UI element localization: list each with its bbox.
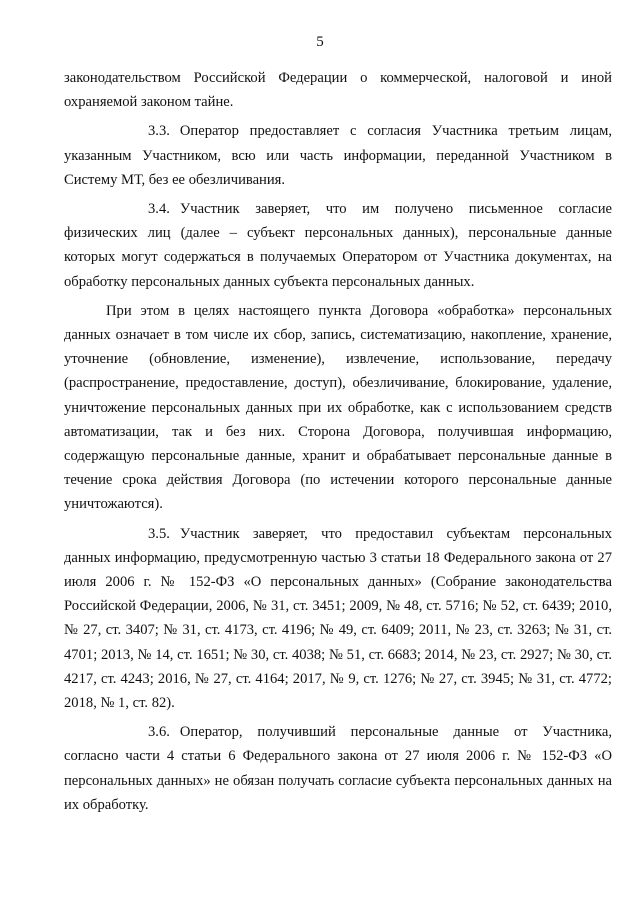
paragraph-3-3 [64,119,612,192]
page-number: 5 [316,34,324,50]
paragraph-number: 3.5. [148,525,170,542]
paragraph-text: При этом в целях настоящего пункта Договора «обработка» персональных данных означает в том числе их сбор, запись, систематизацию, накопление, хранение, уточнение (обновление, изменение), извлечение, использование, передачу (распространение, предоставление, доступ), обезличивание, блокирование, удаление, уничтожение персональных данных при их обработке, как с использованием средств автоматизации, так и без них. Сторона Договора, получившая информацию, содержащую персональные данные, хранит и обрабатывает персональные данные в течение срока действия Договора (по истечении которого персональные данные уничтожаются). [64,302,612,513]
paragraph-text: Участник заверяет, что предоставил субъектам персональных данных информацию, предусмотренную частью 3 статьи 18 Федерального закона от 27 июля 2006 г. № 152-ФЗ «О персональных данных» (Собрание законодательства Российской Федерации, 2006, № 31, ст. 3451; 2009, № 48, ст. 5716; № 52, ст. 6439; 2010, № 27, ст. 3407; № 31, ст. 4173, ст. 4196; № 49, ст. 6409; 2011, № 23, ст. 3263; № 31, ст. 4701; 2013, № 14, ст. 1651; № 30, ст. 4038; № 51, ст. 6683; 2014, № 23, ст. 2927; № 30, ст. 4217, ст. 4243; 2016, № 27, ст. 4164; 2017, № 9, ст. 1276; № 27, ст. 3945; № 31, ст. 4772; 2018, № 1, ст. 82). [64,525,612,712]
document-body [64,66,612,822]
paragraph-3-4 [64,197,612,294]
paragraph-text: Участник заверяет, что им получено письменное согласие физических лиц (далее – субъект персональных данных), персональные данные которых могут содержаться в получаемых Оператором от Участника документах, на обработку персональных данных субъекта персональных данных. [64,201,612,290]
paragraph-number: 3.4. [148,201,170,218]
paragraph-3-5 [64,522,612,716]
paragraph-continuation [64,66,612,114]
paragraph-3-6 [64,720,612,817]
paragraph-number: 3.3. [148,123,170,140]
paragraph-text: законодательством Российской Федерации о коммерческой, налоговой и иной охраняемой законом тайне. [64,70,612,111]
paragraph-text: Оператор, получивший персональные данные от Участника, согласно части 4 статьи 6 Федерального закона от 27 июля 2006 г. № 152-ФЗ «О персональных данных» не обязан получать согласие субъекта персональных данных на их обработку. [64,724,612,813]
paragraph-text: Оператор предоставляет с согласия Участника третьим лицам, указанным Участником, всю или часть информации, переданной Участником в Систему МТ, без ее обезличивания. [64,123,612,188]
paragraph-number: 3.6. [148,724,170,741]
paragraph-3-4-processing [64,299,612,517]
